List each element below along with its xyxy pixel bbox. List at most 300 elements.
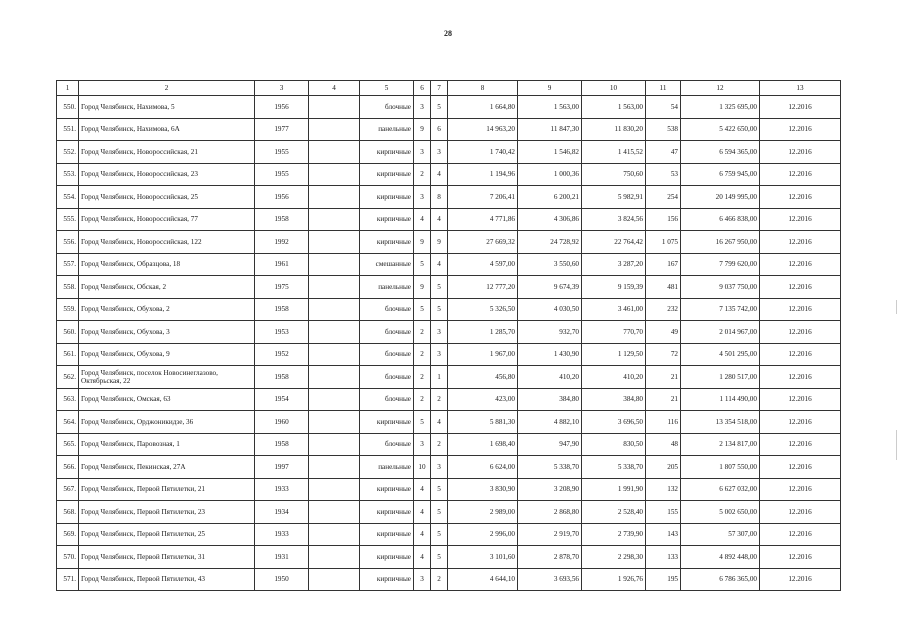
material-cell: кирпичные bbox=[360, 501, 414, 524]
table-row bbox=[57, 118, 841, 141]
year-cell: 1975 bbox=[255, 276, 309, 299]
table-row bbox=[57, 276, 841, 299]
row-number: 560. bbox=[57, 321, 79, 344]
empty-cell bbox=[309, 231, 360, 254]
material-cell: кирпичные bbox=[360, 523, 414, 546]
cost-cell: 1 807 550,00 bbox=[681, 456, 760, 479]
area-cell: 770,70 bbox=[582, 321, 646, 344]
empty-cell bbox=[309, 96, 360, 119]
material-cell: блочные bbox=[360, 96, 414, 119]
total-area-cell: 5 326,50 bbox=[448, 298, 518, 321]
row-number: 567. bbox=[57, 478, 79, 501]
cost-cell: 6 786 365,00 bbox=[681, 568, 760, 591]
cost-cell: 7 135 742,00 bbox=[681, 298, 760, 321]
area-cell: 1 991,90 bbox=[582, 478, 646, 501]
total-area-cell: 3 101,60 bbox=[448, 546, 518, 569]
residents-cell: 48 bbox=[646, 433, 681, 456]
column-header: 10 bbox=[582, 81, 646, 96]
material-cell: кирпичные bbox=[360, 186, 414, 209]
entrances-cell: 2 bbox=[431, 388, 448, 411]
area-cell: 3 208,90 bbox=[518, 478, 582, 501]
date-cell: 12.2016 bbox=[760, 276, 841, 299]
area-cell: 4 306,86 bbox=[518, 208, 582, 231]
cost-cell: 13 354 518,00 bbox=[681, 411, 760, 434]
year-cell: 1934 bbox=[255, 501, 309, 524]
area-cell: 932,70 bbox=[518, 321, 582, 344]
floors-cell: 3 bbox=[414, 96, 431, 119]
empty-cell bbox=[309, 298, 360, 321]
cost-cell: 5 002 650,00 bbox=[681, 501, 760, 524]
entrances-cell: 3 bbox=[431, 141, 448, 164]
address-cell: Город Челябинск, Обухова, 3 bbox=[79, 321, 255, 344]
residents-cell: 116 bbox=[646, 411, 681, 434]
total-area-cell: 1 285,70 bbox=[448, 321, 518, 344]
empty-cell bbox=[309, 411, 360, 434]
empty-cell bbox=[309, 433, 360, 456]
area-cell: 410,20 bbox=[518, 366, 582, 389]
address-cell: Город Челябинск, Новороссийская, 77 bbox=[79, 208, 255, 231]
row-number: 551. bbox=[57, 118, 79, 141]
row-number: 561. bbox=[57, 343, 79, 366]
cost-cell: 4 892 448,00 bbox=[681, 546, 760, 569]
entrances-cell: 5 bbox=[431, 276, 448, 299]
address-cell: Город Челябинск, Новороссийская, 122 bbox=[79, 231, 255, 254]
date-cell: 12.2016 bbox=[760, 163, 841, 186]
material-cell: панельные bbox=[360, 118, 414, 141]
year-cell: 1956 bbox=[255, 96, 309, 119]
date-cell: 12.2016 bbox=[760, 186, 841, 209]
floors-cell: 10 bbox=[414, 456, 431, 479]
area-cell: 384,80 bbox=[518, 388, 582, 411]
floors-cell: 4 bbox=[414, 478, 431, 501]
cost-cell: 1 114 490,00 bbox=[681, 388, 760, 411]
area-cell: 410,20 bbox=[582, 366, 646, 389]
residents-cell: 156 bbox=[646, 208, 681, 231]
material-cell: панельные bbox=[360, 276, 414, 299]
area-cell: 6 200,21 bbox=[518, 186, 582, 209]
date-cell: 12.2016 bbox=[760, 231, 841, 254]
cost-cell: 2 134 817,00 bbox=[681, 433, 760, 456]
total-area-cell: 12 777,20 bbox=[448, 276, 518, 299]
empty-cell bbox=[309, 366, 360, 389]
table-row bbox=[57, 141, 841, 164]
entrances-cell: 2 bbox=[431, 433, 448, 456]
row-number: 565. bbox=[57, 433, 79, 456]
row-number: 555. bbox=[57, 208, 79, 231]
total-area-cell: 4 644,10 bbox=[448, 568, 518, 591]
year-cell: 1961 bbox=[255, 253, 309, 276]
date-cell: 12.2016 bbox=[760, 208, 841, 231]
address-cell: Город Челябинск, Орджоникидзе, 36 bbox=[79, 411, 255, 434]
cost-cell: 57 307,00 bbox=[681, 523, 760, 546]
area-cell: 2 739,90 bbox=[582, 523, 646, 546]
material-cell: смешанные bbox=[360, 253, 414, 276]
entrances-cell: 2 bbox=[431, 568, 448, 591]
address-cell: Город Челябинск, Новороссийская, 23 bbox=[79, 163, 255, 186]
material-cell: блочные bbox=[360, 321, 414, 344]
cost-cell: 16 267 950,00 bbox=[681, 231, 760, 254]
area-cell: 4 882,10 bbox=[518, 411, 582, 434]
area-cell: 3 550,60 bbox=[518, 253, 582, 276]
total-area-cell: 4 597,00 bbox=[448, 253, 518, 276]
empty-cell bbox=[309, 208, 360, 231]
column-header: 8 bbox=[448, 81, 518, 96]
address-cell: Город Челябинск, Нахимова, 6А bbox=[79, 118, 255, 141]
table-row bbox=[57, 343, 841, 366]
cost-cell: 4 501 295,00 bbox=[681, 343, 760, 366]
table-row bbox=[57, 433, 841, 456]
row-number: 557. bbox=[57, 253, 79, 276]
total-area-cell: 423,00 bbox=[448, 388, 518, 411]
address-cell: Город Челябинск, Пекинская, 27А bbox=[79, 456, 255, 479]
residents-cell: 254 bbox=[646, 186, 681, 209]
year-cell: 1997 bbox=[255, 456, 309, 479]
date-cell: 12.2016 bbox=[760, 501, 841, 524]
area-cell: 2 919,70 bbox=[518, 523, 582, 546]
floors-cell: 3 bbox=[414, 568, 431, 591]
empty-cell bbox=[309, 163, 360, 186]
table-body bbox=[57, 96, 841, 591]
residents-cell: 54 bbox=[646, 96, 681, 119]
material-cell: кирпичные bbox=[360, 163, 414, 186]
date-cell: 12.2016 bbox=[760, 411, 841, 434]
total-area-cell: 7 206,41 bbox=[448, 186, 518, 209]
table-row bbox=[57, 163, 841, 186]
cost-cell: 6 466 838,00 bbox=[681, 208, 760, 231]
year-cell: 1960 bbox=[255, 411, 309, 434]
area-cell: 2 528,40 bbox=[582, 501, 646, 524]
entrances-cell: 5 bbox=[431, 96, 448, 119]
table-row bbox=[57, 96, 841, 119]
floors-cell: 4 bbox=[414, 208, 431, 231]
date-cell: 12.2016 bbox=[760, 298, 841, 321]
row-number: 566. bbox=[57, 456, 79, 479]
address-cell: Город Челябинск, Образцова, 18 bbox=[79, 253, 255, 276]
residents-cell: 21 bbox=[646, 388, 681, 411]
material-cell: кирпичные bbox=[360, 478, 414, 501]
residents-cell: 538 bbox=[646, 118, 681, 141]
floors-cell: 3 bbox=[414, 433, 431, 456]
material-cell: кирпичные bbox=[360, 568, 414, 591]
cost-cell: 7 799 620,00 bbox=[681, 253, 760, 276]
table-row bbox=[57, 366, 841, 389]
address-cell: Город Челябинск, Обская, 2 bbox=[79, 276, 255, 299]
total-area-cell: 5 881,30 bbox=[448, 411, 518, 434]
area-cell: 947,90 bbox=[518, 433, 582, 456]
year-cell: 1958 bbox=[255, 433, 309, 456]
area-cell: 3 696,50 bbox=[582, 411, 646, 434]
entrances-cell: 4 bbox=[431, 253, 448, 276]
entrances-cell: 4 bbox=[431, 208, 448, 231]
area-cell: 9 674,39 bbox=[518, 276, 582, 299]
area-cell: 5 338,70 bbox=[518, 456, 582, 479]
residents-cell: 53 bbox=[646, 163, 681, 186]
area-cell: 2 298,30 bbox=[582, 546, 646, 569]
material-cell: блочные bbox=[360, 343, 414, 366]
floors-cell: 2 bbox=[414, 343, 431, 366]
table-row bbox=[57, 298, 841, 321]
row-number: 568. bbox=[57, 501, 79, 524]
table-row bbox=[57, 456, 841, 479]
area-cell: 24 728,92 bbox=[518, 231, 582, 254]
date-cell: 12.2016 bbox=[760, 253, 841, 276]
column-header: 9 bbox=[518, 81, 582, 96]
table-row bbox=[57, 568, 841, 591]
floors-cell: 2 bbox=[414, 388, 431, 411]
empty-cell bbox=[309, 276, 360, 299]
row-number: 570. bbox=[57, 546, 79, 569]
year-cell: 1933 bbox=[255, 478, 309, 501]
year-cell: 1992 bbox=[255, 231, 309, 254]
year-cell: 1933 bbox=[255, 523, 309, 546]
residents-cell: 72 bbox=[646, 343, 681, 366]
material-cell: кирпичные bbox=[360, 411, 414, 434]
entrances-cell: 5 bbox=[431, 298, 448, 321]
row-number: 556. bbox=[57, 231, 79, 254]
address-cell: Город Челябинск, Первой Пятилетки, 25 bbox=[79, 523, 255, 546]
residents-cell: 205 bbox=[646, 456, 681, 479]
row-number: 553. bbox=[57, 163, 79, 186]
floors-cell: 9 bbox=[414, 118, 431, 141]
empty-cell bbox=[309, 343, 360, 366]
total-area-cell: 4 771,86 bbox=[448, 208, 518, 231]
total-area-cell: 1 698,40 bbox=[448, 433, 518, 456]
address-cell: Город Челябинск, Паровозная, 1 bbox=[79, 433, 255, 456]
residents-cell: 49 bbox=[646, 321, 681, 344]
entrances-cell: 4 bbox=[431, 411, 448, 434]
entrances-cell: 3 bbox=[431, 456, 448, 479]
residents-cell: 21 bbox=[646, 366, 681, 389]
date-cell: 12.2016 bbox=[760, 118, 841, 141]
total-area-cell: 2 989,00 bbox=[448, 501, 518, 524]
residents-cell: 132 bbox=[646, 478, 681, 501]
empty-cell bbox=[309, 186, 360, 209]
material-cell: кирпичные bbox=[360, 231, 414, 254]
year-cell: 1958 bbox=[255, 298, 309, 321]
row-number: 554. bbox=[57, 186, 79, 209]
entrances-cell: 5 bbox=[431, 501, 448, 524]
area-cell: 1 129,50 bbox=[582, 343, 646, 366]
floors-cell: 9 bbox=[414, 231, 431, 254]
column-number-row bbox=[57, 81, 841, 96]
address-text: Город Челябинск, поселок Новосинеглазово, Октябрьская, 22 bbox=[81, 368, 218, 385]
residents-cell: 47 bbox=[646, 141, 681, 164]
year-cell: 1958 bbox=[255, 366, 309, 389]
year-cell: 1954 bbox=[255, 388, 309, 411]
column-header: 5 bbox=[360, 81, 414, 96]
total-area-cell: 2 996,00 bbox=[448, 523, 518, 546]
table-row bbox=[57, 411, 841, 434]
area-cell: 11 847,30 bbox=[518, 118, 582, 141]
scan-artifact bbox=[896, 430, 897, 460]
empty-cell bbox=[309, 321, 360, 344]
year-cell: 1956 bbox=[255, 186, 309, 209]
material-cell: блочные bbox=[360, 433, 414, 456]
area-cell: 5 982,91 bbox=[582, 186, 646, 209]
year-cell: 1955 bbox=[255, 163, 309, 186]
table-row bbox=[57, 231, 841, 254]
floors-cell: 5 bbox=[414, 298, 431, 321]
area-cell: 3 461,00 bbox=[582, 298, 646, 321]
material-cell: блочные bbox=[360, 388, 414, 411]
date-cell: 12.2016 bbox=[760, 343, 841, 366]
entrances-cell: 6 bbox=[431, 118, 448, 141]
floors-cell: 5 bbox=[414, 253, 431, 276]
row-number: 569. bbox=[57, 523, 79, 546]
floors-cell: 4 bbox=[414, 501, 431, 524]
table-row bbox=[57, 388, 841, 411]
entrances-cell: 8 bbox=[431, 186, 448, 209]
date-cell: 12.2016 bbox=[760, 456, 841, 479]
year-cell: 1950 bbox=[255, 568, 309, 591]
floors-cell: 9 bbox=[414, 276, 431, 299]
residents-cell: 1 075 bbox=[646, 231, 681, 254]
material-cell: кирпичные bbox=[360, 546, 414, 569]
material-cell: блочные bbox=[360, 366, 414, 389]
row-number: 563. bbox=[57, 388, 79, 411]
cost-cell: 9 037 750,00 bbox=[681, 276, 760, 299]
area-cell: 1 430,90 bbox=[518, 343, 582, 366]
empty-cell bbox=[309, 523, 360, 546]
floors-cell: 2 bbox=[414, 321, 431, 344]
area-cell: 11 830,20 bbox=[582, 118, 646, 141]
table-row bbox=[57, 546, 841, 569]
address-cell: Город Челябинск, Омская, 63 bbox=[79, 388, 255, 411]
total-area-cell: 1 740,42 bbox=[448, 141, 518, 164]
cost-cell: 2 014 967,00 bbox=[681, 321, 760, 344]
total-area-cell: 14 963,20 bbox=[448, 118, 518, 141]
entrances-cell: 5 bbox=[431, 523, 448, 546]
column-header: 1 bbox=[57, 81, 79, 96]
area-cell: 3 693,56 bbox=[518, 568, 582, 591]
cost-cell: 6 594 365,00 bbox=[681, 141, 760, 164]
table-row bbox=[57, 253, 841, 276]
area-cell: 1 926,76 bbox=[582, 568, 646, 591]
address-cell: Город Челябинск, Первой Пятилетки, 21 bbox=[79, 478, 255, 501]
row-number: 558. bbox=[57, 276, 79, 299]
area-cell: 4 030,50 bbox=[518, 298, 582, 321]
empty-cell bbox=[309, 388, 360, 411]
empty-cell bbox=[309, 568, 360, 591]
date-cell: 12.2016 bbox=[760, 546, 841, 569]
floors-cell: 2 bbox=[414, 366, 431, 389]
entrances-cell: 5 bbox=[431, 546, 448, 569]
scan-artifact bbox=[896, 300, 897, 314]
residents-cell: 133 bbox=[646, 546, 681, 569]
entrances-cell: 4 bbox=[431, 163, 448, 186]
date-cell: 12.2016 bbox=[760, 523, 841, 546]
floors-cell: 3 bbox=[414, 186, 431, 209]
total-area-cell: 27 669,32 bbox=[448, 231, 518, 254]
cost-cell: 1 325 695,00 bbox=[681, 96, 760, 119]
material-cell: кирпичные bbox=[360, 208, 414, 231]
table-row bbox=[57, 501, 841, 524]
residents-cell: 232 bbox=[646, 298, 681, 321]
total-area-cell: 6 624,00 bbox=[448, 456, 518, 479]
table-row bbox=[57, 478, 841, 501]
residents-cell: 143 bbox=[646, 523, 681, 546]
row-number: 564. bbox=[57, 411, 79, 434]
column-header: 6 bbox=[414, 81, 431, 96]
table-row bbox=[57, 186, 841, 209]
address-cell: Город Челябинск, Новороссийская, 21 bbox=[79, 141, 255, 164]
entrances-cell: 3 bbox=[431, 343, 448, 366]
table-row bbox=[57, 523, 841, 546]
residents-cell: 155 bbox=[646, 501, 681, 524]
area-cell: 1 000,36 bbox=[518, 163, 582, 186]
row-number: 550. bbox=[57, 96, 79, 119]
entrances-cell: 1 bbox=[431, 366, 448, 389]
page-number: 28 bbox=[444, 29, 452, 38]
entrances-cell: 9 bbox=[431, 231, 448, 254]
date-cell: 12.2016 bbox=[760, 141, 841, 164]
row-number: 562. bbox=[57, 366, 79, 389]
floors-cell: 5 bbox=[414, 411, 431, 434]
year-cell: 1931 bbox=[255, 546, 309, 569]
residents-cell: 195 bbox=[646, 568, 681, 591]
date-cell: 12.2016 bbox=[760, 433, 841, 456]
column-header: 7 bbox=[431, 81, 448, 96]
address-cell: Город Челябинск, Обухова, 2 bbox=[79, 298, 255, 321]
cost-cell: 20 149 995,00 bbox=[681, 186, 760, 209]
total-area-cell: 1 967,00 bbox=[448, 343, 518, 366]
total-area-cell: 1 194,96 bbox=[448, 163, 518, 186]
row-number: 552. bbox=[57, 141, 79, 164]
column-header: 2 bbox=[79, 81, 255, 96]
date-cell: 12.2016 bbox=[760, 568, 841, 591]
year-cell: 1952 bbox=[255, 343, 309, 366]
year-cell: 1953 bbox=[255, 321, 309, 344]
address-cell: Город Челябинск, Новороссийская, 25 bbox=[79, 186, 255, 209]
area-cell: 3 287,20 bbox=[582, 253, 646, 276]
empty-cell bbox=[309, 546, 360, 569]
area-cell: 1 563,00 bbox=[518, 96, 582, 119]
address-cell: Город Челябинск, Первой Пятилетки, 23 bbox=[79, 501, 255, 524]
address-cell: Город Челябинск, Первой Пятилетки, 43 bbox=[79, 568, 255, 591]
address-cell bbox=[79, 366, 255, 389]
area-cell: 830,50 bbox=[582, 433, 646, 456]
year-cell: 1958 bbox=[255, 208, 309, 231]
material-cell: блочные bbox=[360, 298, 414, 321]
residents-cell: 481 bbox=[646, 276, 681, 299]
cost-cell: 6 627 032,00 bbox=[681, 478, 760, 501]
residents-cell: 167 bbox=[646, 253, 681, 276]
area-cell: 5 338,70 bbox=[582, 456, 646, 479]
date-cell: 12.2016 bbox=[760, 321, 841, 344]
table-row bbox=[57, 208, 841, 231]
area-cell: 1 415,52 bbox=[582, 141, 646, 164]
row-number: 571. bbox=[57, 568, 79, 591]
year-cell: 1955 bbox=[255, 141, 309, 164]
row-number: 559. bbox=[57, 298, 79, 321]
date-cell: 12.2016 bbox=[760, 366, 841, 389]
table-row bbox=[57, 321, 841, 344]
area-cell: 384,80 bbox=[582, 388, 646, 411]
area-cell: 3 824,56 bbox=[582, 208, 646, 231]
area-cell: 1 546,82 bbox=[518, 141, 582, 164]
empty-cell bbox=[309, 253, 360, 276]
area-cell: 750,60 bbox=[582, 163, 646, 186]
total-area-cell: 1 664,80 bbox=[448, 96, 518, 119]
entrances-cell: 5 bbox=[431, 478, 448, 501]
column-header: 12 bbox=[681, 81, 760, 96]
address-cell: Город Челябинск, Первой Пятилетки, 31 bbox=[79, 546, 255, 569]
area-cell: 22 764,42 bbox=[582, 231, 646, 254]
empty-cell bbox=[309, 478, 360, 501]
floors-cell: 4 bbox=[414, 523, 431, 546]
date-cell: 12.2016 bbox=[760, 478, 841, 501]
empty-cell bbox=[309, 118, 360, 141]
